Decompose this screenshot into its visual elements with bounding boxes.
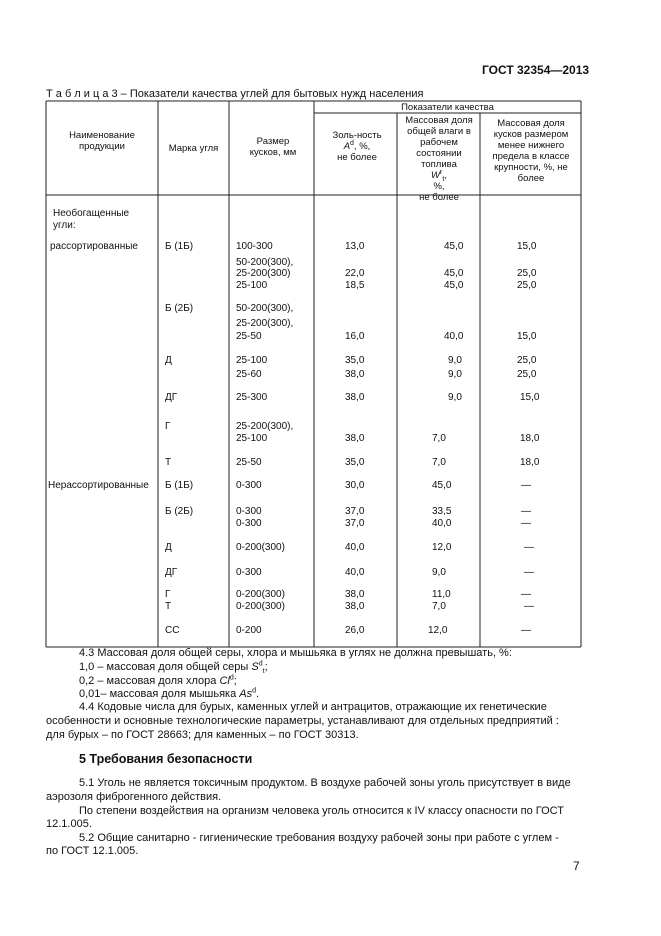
row-moisture: 12,0: [432, 542, 452, 553]
row-size: 25-50: [236, 457, 262, 468]
header-size: Размер кусков, мм: [249, 136, 297, 158]
row-moisture: 45,0: [444, 268, 464, 279]
row-size: 0-200: [236, 625, 262, 636]
row-grade: ДГ: [165, 567, 178, 578]
row-fines: 15,0: [520, 392, 540, 403]
row-ash: 18,5: [345, 280, 365, 291]
paragraph-5-2: по ГОСТ 12.1.005.: [46, 845, 139, 857]
row-ash: 26,0: [345, 625, 365, 636]
row-moisture: 7,0: [432, 457, 446, 468]
paragraph-5-1: 5.1 Уголь не является токсичным продуктом. В воздухе рабочей зоны уголь присутствует в виде: [79, 777, 571, 789]
row-size: 0-300: [236, 518, 262, 529]
row-grade: Г: [165, 589, 171, 600]
row-moisture: 33,5: [432, 506, 452, 517]
row-grade: СС: [165, 625, 180, 636]
row-moisture: 7,0: [432, 433, 446, 444]
paragraph-4-4: 4.4 Кодовые числа для бурых, каменных углей и антрацитов, отражающие их генетические: [79, 701, 547, 713]
row-moisture: 12,0: [428, 625, 448, 636]
list-item-arsenic: 0,01– массовая доля мышьяка As$^d$.: [79, 687, 260, 700]
header-quality-group: Показатели качества: [401, 102, 494, 113]
row-ash: 40,0: [345, 542, 365, 553]
row-moisture: 40,0: [432, 518, 452, 529]
row-fines: —: [521, 480, 531, 491]
row-ash: 38,0: [345, 369, 365, 380]
row-moisture: 7,0: [432, 601, 446, 612]
row-fines: 15,0: [517, 331, 537, 342]
header-fines: Массовая доля кусков размером менее нижнего предела в классе крупности, %, не более: [492, 118, 570, 184]
row-size: 25-200(300),: [236, 421, 294, 432]
row-grade: Б (2Б): [165, 506, 194, 517]
row-product: Нерассортированные: [48, 480, 149, 491]
row-fines: 15,0: [517, 241, 537, 252]
row-size: 25-300: [236, 392, 268, 403]
row-ash: 22,0: [345, 268, 365, 279]
row-fines: —: [524, 601, 534, 612]
row-fines: 25,0: [517, 369, 537, 380]
row-fines: —: [521, 518, 531, 529]
row-fines: —: [521, 625, 531, 636]
row-grade: Б (1Б): [165, 480, 194, 491]
row-size: 50-200(300),: [236, 303, 294, 314]
row-size: 0-200(300): [236, 542, 285, 553]
row-ash: 16,0: [345, 331, 365, 342]
row-product: рассортированные: [50, 241, 138, 252]
page-number: 7: [573, 859, 580, 873]
row-ash: 37,0: [345, 518, 365, 529]
section-title: 5 Требования безопасности: [79, 752, 253, 766]
row-moisture: 9,0: [448, 369, 462, 380]
row-grade: Г: [165, 421, 171, 432]
paragraph-5-1b: 12.1.005.: [46, 818, 92, 830]
standard-code: ГОСТ 32354—2013: [482, 63, 590, 77]
row-size: 100-300: [236, 241, 273, 252]
row-fines: 25,0: [517, 355, 537, 366]
row-moisture: 11,0: [432, 589, 451, 600]
row-moisture: 45,0: [444, 241, 464, 252]
paragraph-5-1: аэрозоля фиброгенного действия.: [46, 791, 222, 803]
row-moisture: 9,0: [448, 392, 462, 403]
list-item-chlorine: 0,2 – массовая доля хлора Cl$^d$;: [79, 674, 237, 687]
row-size: 0-200(300): [236, 589, 285, 600]
row-ash: 35,0: [345, 457, 365, 468]
row-ash: 13,0: [345, 241, 365, 252]
row-size: 25-60: [236, 369, 262, 380]
row-fines: —: [524, 542, 534, 553]
row-size: 50-200(300),: [236, 257, 294, 268]
row-size: 25-100: [236, 433, 268, 444]
row-ash: 38,0: [345, 589, 365, 600]
row-grade: Б (1Б): [165, 241, 194, 252]
row-product: Необогащенные угли:: [53, 208, 130, 231]
row-size: 0-200(300): [236, 601, 285, 612]
row-fines: 25,0: [517, 280, 537, 291]
row-ash: 37,0: [345, 506, 365, 517]
row-grade: ДГ: [165, 392, 178, 403]
row-grade: Д: [165, 355, 172, 366]
row-size: 0-300: [236, 567, 262, 578]
row-grade: Т: [165, 601, 172, 612]
row-moisture: 40,0: [444, 331, 464, 342]
row-grade: Д: [165, 542, 172, 553]
row-fines: —: [521, 589, 531, 600]
row-fines: 25,0: [517, 268, 537, 279]
row-size: 0-300: [236, 506, 262, 517]
row-moisture: 9,0: [448, 355, 462, 366]
row-fines: 18,0: [520, 457, 540, 468]
row-size: 25-200(300),: [236, 318, 294, 329]
header-moisture: Массовая доля общей влаги в рабочем состоянии топлива $W^r_t$, %, не более: [405, 115, 473, 203]
header-grade: Марка угля: [168, 143, 219, 154]
header-product: Наименование продукции: [69, 130, 135, 152]
row-moisture: 9,0: [432, 567, 446, 578]
row-ash: 35,0: [345, 355, 365, 366]
table-caption: Т а б л и ц а 3 – Показатели качества углей для бытовых нужд населения: [46, 88, 424, 100]
paragraph-4-4: особенности и основные технологические параметры, устанавливают для отдельных предприятий :: [46, 715, 559, 727]
paragraph-5-2: 5.2 Общие санитарно - гигиенические требования воздуху рабочей зоны при работе с углем -: [79, 832, 559, 844]
paragraph-5-1b: По степени воздействия на организм человека уголь относится к IV классу опасности по ГОСТ: [79, 805, 564, 817]
row-fines: —: [524, 567, 534, 578]
row-ash: 38,0: [345, 601, 365, 612]
paragraph-4-4: для бурых – по ГОСТ 28663; для каменных – по ГОСТ 30313.: [46, 729, 359, 741]
row-moisture: 45,0: [432, 480, 452, 491]
header-ash: Золь-ность $A^d$, %, не более: [332, 130, 382, 163]
row-grade: Б (2Б): [165, 303, 194, 314]
row-size: 25-100: [236, 280, 268, 291]
list-item-sulfur: 1,0 – массовая доля общей серы $S^d_t$;: [79, 660, 268, 676]
row-ash: 38,0: [345, 392, 365, 403]
row-size: 25-100: [236, 355, 268, 366]
row-moisture: 45,0: [444, 280, 464, 291]
paragraph-4-3: 4.3 Массовая доля общей серы, хлора и мышьяка в углях не должна превышать, %:: [79, 647, 512, 659]
row-fines: —: [521, 506, 531, 517]
row-ash: 40,0: [345, 567, 365, 578]
row-size: 25-50: [236, 331, 262, 342]
row-fines: 18,0: [520, 433, 540, 444]
row-grade: Т: [165, 457, 172, 468]
row-size: 25-200(300): [236, 268, 291, 279]
row-ash: 38,0: [345, 433, 365, 444]
row-size: 0-300: [236, 480, 262, 491]
row-ash: 30,0: [345, 480, 365, 491]
